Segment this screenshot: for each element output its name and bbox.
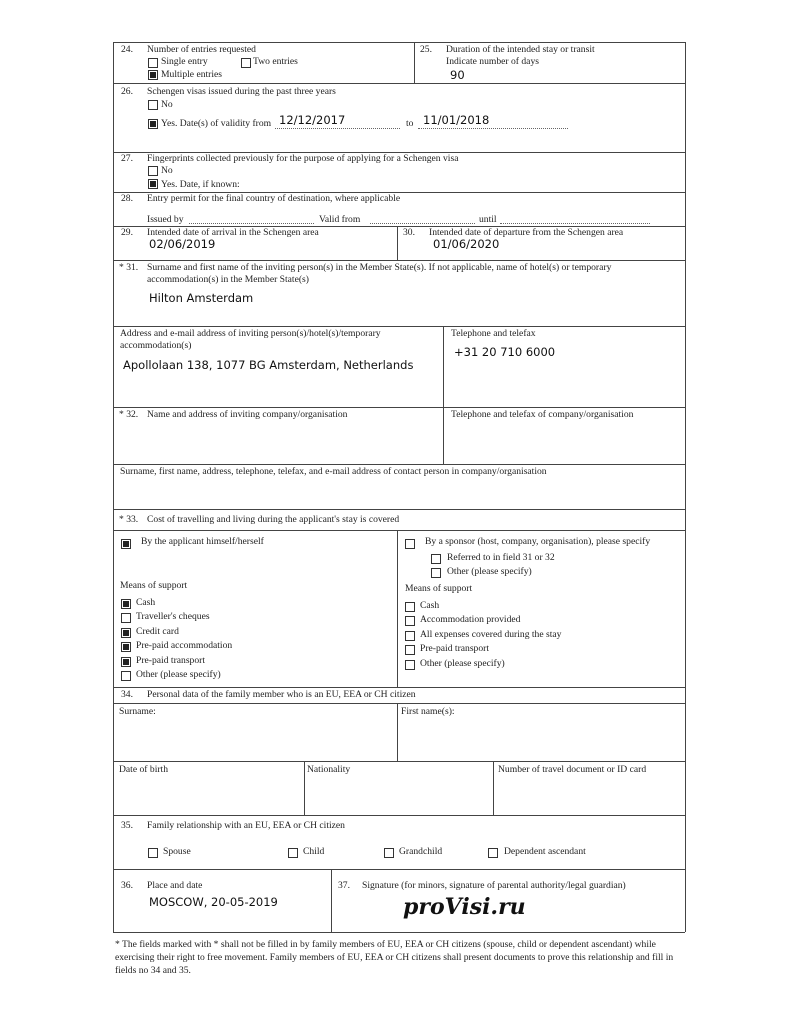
means-right-checkbox[interactable] — [405, 616, 415, 626]
means-left-label: Traveller's cheques — [136, 611, 210, 623]
field-32-label: Name and address of inviting company/organisation — [147, 409, 348, 420]
self-funded-label: By the applicant himself/herself — [141, 536, 264, 547]
issued-by-input[interactable] — [189, 215, 314, 224]
spouse-checkbox[interactable] — [148, 848, 158, 858]
field-33-number: * 33. — [119, 514, 139, 525]
valid-from-label: Valid from — [319, 214, 361, 225]
means-left-label: Pre-paid transport — [136, 654, 206, 666]
field-34-label: Personal data of the family member who is an EU, EEA or CH citizen — [147, 689, 416, 700]
means-left-checkbox[interactable] — [121, 642, 131, 652]
address-value[interactable]: Apollolaan 138, 1077 BG Amsterdam, Netherlands — [123, 358, 414, 372]
means-left-checkbox[interactable] — [121, 599, 131, 609]
multiple-entries-checkbox[interactable] — [148, 70, 158, 80]
field-25-sublabel: Indicate number of days — [446, 56, 539, 67]
contact-person-label: Surname, first name, address, telephone, telefax, and e-mail address of contact person in company/organisation — [120, 466, 547, 477]
schengen-yes-label: Yes. Date(s) of validity from — [161, 118, 272, 129]
means-support-label-left: Means of support — [120, 580, 188, 591]
rule — [113, 42, 685, 43]
means-left-label: Credit card — [136, 625, 179, 637]
nationality-label: Nationality — [307, 764, 351, 775]
means-right-checkbox[interactable] — [405, 645, 415, 655]
means-right-label: Accommodation provided — [420, 614, 521, 626]
referred-checkbox[interactable] — [431, 554, 441, 564]
inviting-person-value[interactable]: Hilton Amsterdam — [149, 291, 254, 305]
other-specify-checkbox[interactable] — [431, 568, 441, 578]
visa-application-form — [113, 42, 685, 932]
field-30-label: Intended date of departure from the Schengen area — [429, 227, 624, 238]
date-of-birth-label: Date of birth — [119, 764, 169, 775]
field-26-number: 26. — [121, 86, 133, 97]
footnote: * The fields marked with * shall not be filled in by family members of EU, EEA or CH citizens (spouse, child or dependent ascendant) while exercising their right to free movement. Family members of EU, EEA or CH citizens shall present documents to prove this relationship and fill in fields no 34 and 35. — [115, 939, 674, 976]
fingerprints-yes-label: Yes. Date, if known: — [161, 179, 240, 190]
child-checkbox[interactable] — [288, 848, 298, 858]
self-funded-checkbox[interactable] — [121, 539, 131, 549]
two-entries-label: Two entries — [253, 56, 298, 67]
telephone-label: Telephone and telefax — [451, 328, 536, 339]
rule — [685, 42, 686, 932]
field-36-number: 36. — [121, 880, 133, 891]
multiple-entries-label: Multiple entries — [161, 69, 223, 80]
travel-document-label: Number of travel document or ID card — [498, 764, 647, 775]
fingerprints-yes-checkbox[interactable] — [148, 179, 158, 189]
means-right-label: Other (please specify) — [420, 657, 505, 669]
two-entries-checkbox[interactable] — [241, 58, 251, 68]
field-27-label: Fingerprints collected previously for the purpose of applying for a Schengen visa — [147, 153, 459, 164]
field-35-label: Family relationship with an EU, EEA or CH citizen — [147, 820, 345, 831]
other-specify-label: Other (please specify) — [447, 566, 532, 577]
field-25-number: 25. — [420, 44, 432, 55]
departure-date-value[interactable]: 01/06/2020 — [433, 237, 500, 251]
grandchild-label: Grandchild — [399, 846, 443, 857]
schengen-no-checkbox[interactable] — [148, 100, 158, 110]
validity-to-value[interactable]: 11/01/2018 — [423, 113, 490, 127]
means-left-checkbox[interactable] — [121, 671, 131, 681]
validity-to-label: to — [406, 118, 414, 129]
single-entry-label: Single entry — [161, 56, 208, 67]
means-left-label: Cash — [136, 597, 156, 608]
field-28-number: 28. — [121, 193, 133, 204]
field-31-number: * 31. — [119, 262, 139, 273]
telephone-value[interactable]: +31 20 710 6000 — [454, 345, 556, 359]
field-24-label: Number of entries requested — [147, 44, 256, 55]
child-label: Child — [303, 846, 325, 857]
sponsor-label: By a sponsor (host, company, organisation), please specify — [425, 536, 651, 547]
field-24-number: 24. — [121, 44, 133, 55]
until-label: until — [479, 214, 497, 225]
means-right-checkbox[interactable] — [405, 660, 415, 670]
rule — [113, 42, 114, 932]
until-input[interactable] — [500, 215, 650, 224]
dependent-ascendant-checkbox[interactable] — [488, 848, 498, 858]
schengen-no-label: No — [161, 99, 173, 110]
field-29-number: 29. — [121, 227, 133, 238]
grandchild-checkbox[interactable] — [384, 848, 394, 858]
address-label-cont: accommodation(s) — [120, 340, 192, 351]
field-37-label: Signature (for minors, signature of parental authority/legal guardian) — [362, 880, 626, 891]
first-name-label: First name(s): — [401, 706, 455, 717]
dependent-ascendant-label: Dependent ascendant — [504, 846, 586, 857]
means-left-checkbox[interactable] — [121, 628, 131, 638]
field-28-label: Entry permit for the final country of destination, where applicable — [147, 193, 401, 204]
field-27-number: 27. — [121, 153, 133, 164]
means-left-label: Pre-paid accommodation — [136, 640, 233, 652]
valid-from-input[interactable] — [370, 215, 475, 224]
field-26-label: Schengen visas issued during the past three years — [147, 86, 336, 97]
validity-from-value[interactable]: 12/12/2017 — [279, 113, 346, 127]
field-36-label: Place and date — [147, 880, 203, 891]
referred-label: Referred to in field 31 or 32 — [447, 552, 555, 563]
fingerprints-no-label: No — [161, 165, 173, 176]
sponsor-checkbox[interactable] — [405, 539, 415, 549]
means-support-label-right: Means of support — [405, 583, 473, 594]
field-30-number: 30. — [403, 227, 415, 238]
field-31-label-cont: accommodation(s) in the Member State(s) — [147, 274, 309, 285]
arrival-date-value[interactable]: 02/06/2019 — [149, 237, 216, 251]
means-left-checkbox[interactable] — [121, 613, 131, 623]
means-right-checkbox[interactable] — [405, 602, 415, 612]
field-29-label: Intended date of arrival in the Schengen area — [147, 227, 319, 238]
means-right-label: Pre-paid transport — [420, 643, 490, 655]
single-entry-checkbox[interactable] — [148, 58, 158, 68]
field-33-label: Cost of travelling and living during the applicant's stay is covered — [147, 514, 400, 525]
field-32-number: * 32. — [119, 409, 139, 420]
field-25-label: Duration of the intended stay or transit — [446, 44, 595, 55]
stay-duration-value[interactable]: 90 — [450, 68, 465, 82]
fingerprints-no-checkbox[interactable] — [148, 166, 158, 176]
means-left-label: Other (please specify) — [136, 669, 221, 680]
surname-label: Surname: — [119, 706, 156, 717]
means-right-checkbox[interactable] — [405, 631, 415, 641]
means-left-checkbox[interactable] — [121, 657, 131, 667]
field-35-number: 35. — [121, 820, 133, 831]
means-right-label: All expenses covered during the stay — [420, 628, 562, 640]
schengen-yes-checkbox[interactable] — [148, 119, 158, 129]
means-right-label: Cash — [420, 600, 440, 611]
field-34-number: 34. — [121, 689, 133, 700]
field-37-number: 37. — [338, 880, 350, 891]
company-telephone-label: Telephone and telefax of company/organisation — [451, 409, 634, 420]
address-label: Address and e-mail address of inviting person(s)/hotel(s)/temporary — [120, 328, 381, 339]
signature: proVisi.ru — [403, 894, 526, 920]
field-31-label: Surname and first name of the inviting person(s) in the Member State(s). If not applicable, name of hotel(s) or temporary — [147, 262, 612, 273]
place-date-value[interactable]: MOSCOW, 20-05-2019 — [149, 895, 278, 909]
issued-by-label: Issued by — [147, 214, 184, 225]
spouse-label: Spouse — [163, 846, 191, 857]
